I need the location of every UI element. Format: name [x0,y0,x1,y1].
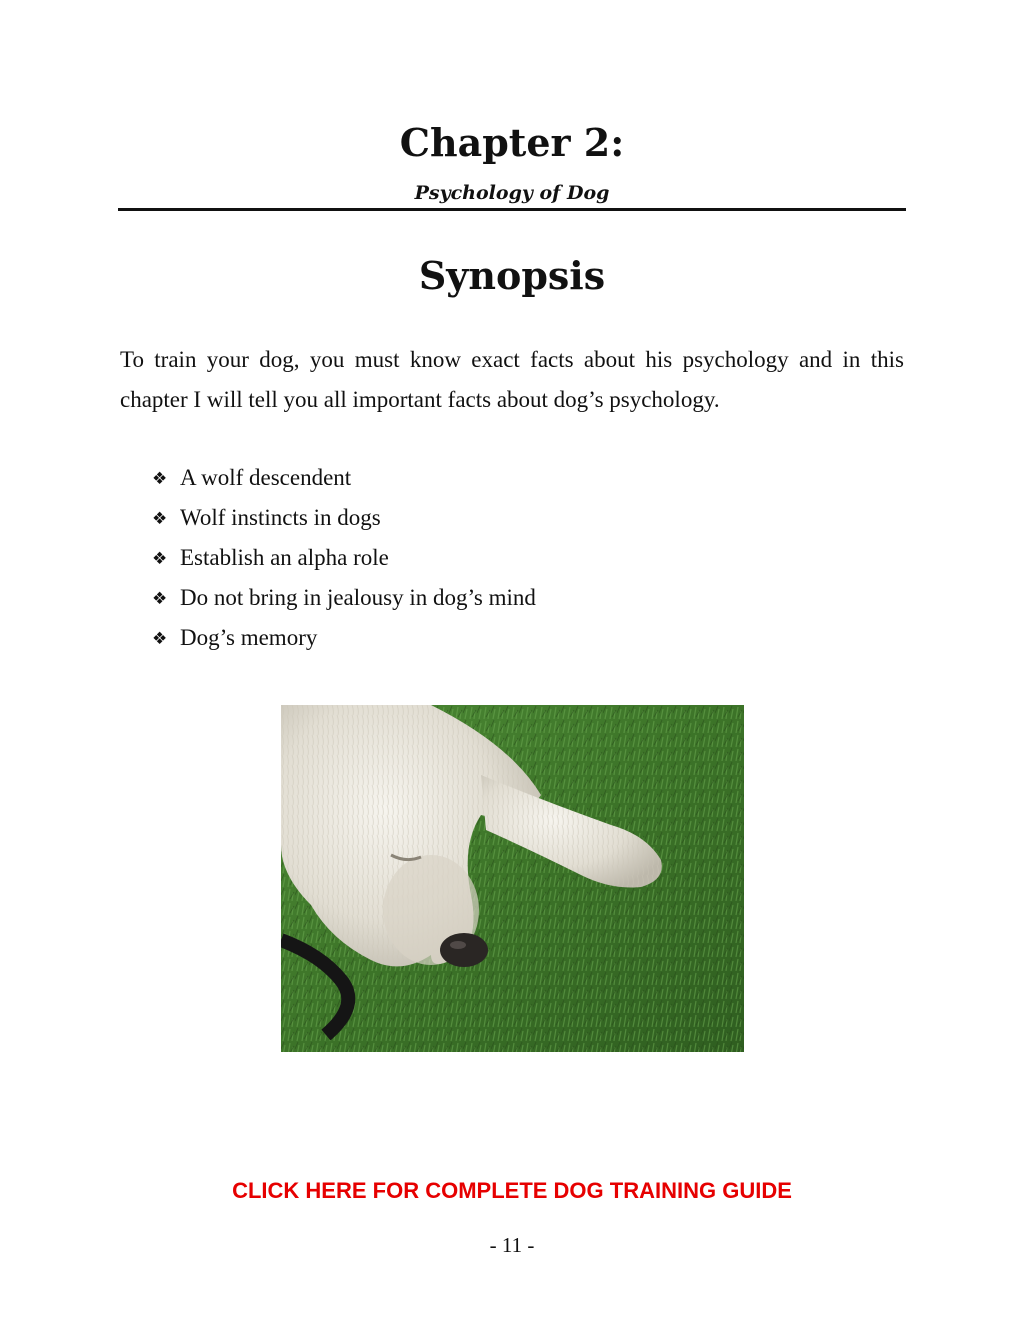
list-item-label: Establish an alpha role [180,545,389,570]
list-item-label: Do not bring in jealousy in dog’s mind [180,585,536,610]
list-item [152,458,852,498]
chapter-title: Chapter 2: [399,120,625,165]
diamond-bullet-icon: ❖ [152,549,168,569]
dog-photo [281,705,744,1052]
list-item [152,538,852,578]
title-divider [118,208,906,211]
list-item-label: Dog’s memory [180,625,318,650]
list-item [152,578,852,618]
synopsis-intro-paragraph: To train your dog, you must know exact facts about his psychology and in this chapter I will tell you all important facts about dog’s psychology. [120,347,904,412]
list-item [152,618,852,658]
diamond-bullet-icon: ❖ [152,629,168,649]
list-item [152,498,852,538]
list-item-label: Wolf instincts in dogs [180,505,381,530]
chapter-subtitle: Psychology of Dog [414,182,610,204]
diamond-bullet-icon: ❖ [152,469,168,489]
synopsis-heading: Synopsis [418,253,606,298]
list-item-label: A wolf descendent [180,465,352,490]
synopsis-topic-list [152,458,852,658]
diamond-bullet-icon: ❖ [152,589,168,609]
diamond-bullet-icon: ❖ [152,509,168,529]
page-number: - 11 - [489,1233,535,1257]
complete-dog-training-guide-link[interactable]: CLICK HERE FOR COMPLETE DOG TRAINING GUIDE [232,1178,792,1203]
